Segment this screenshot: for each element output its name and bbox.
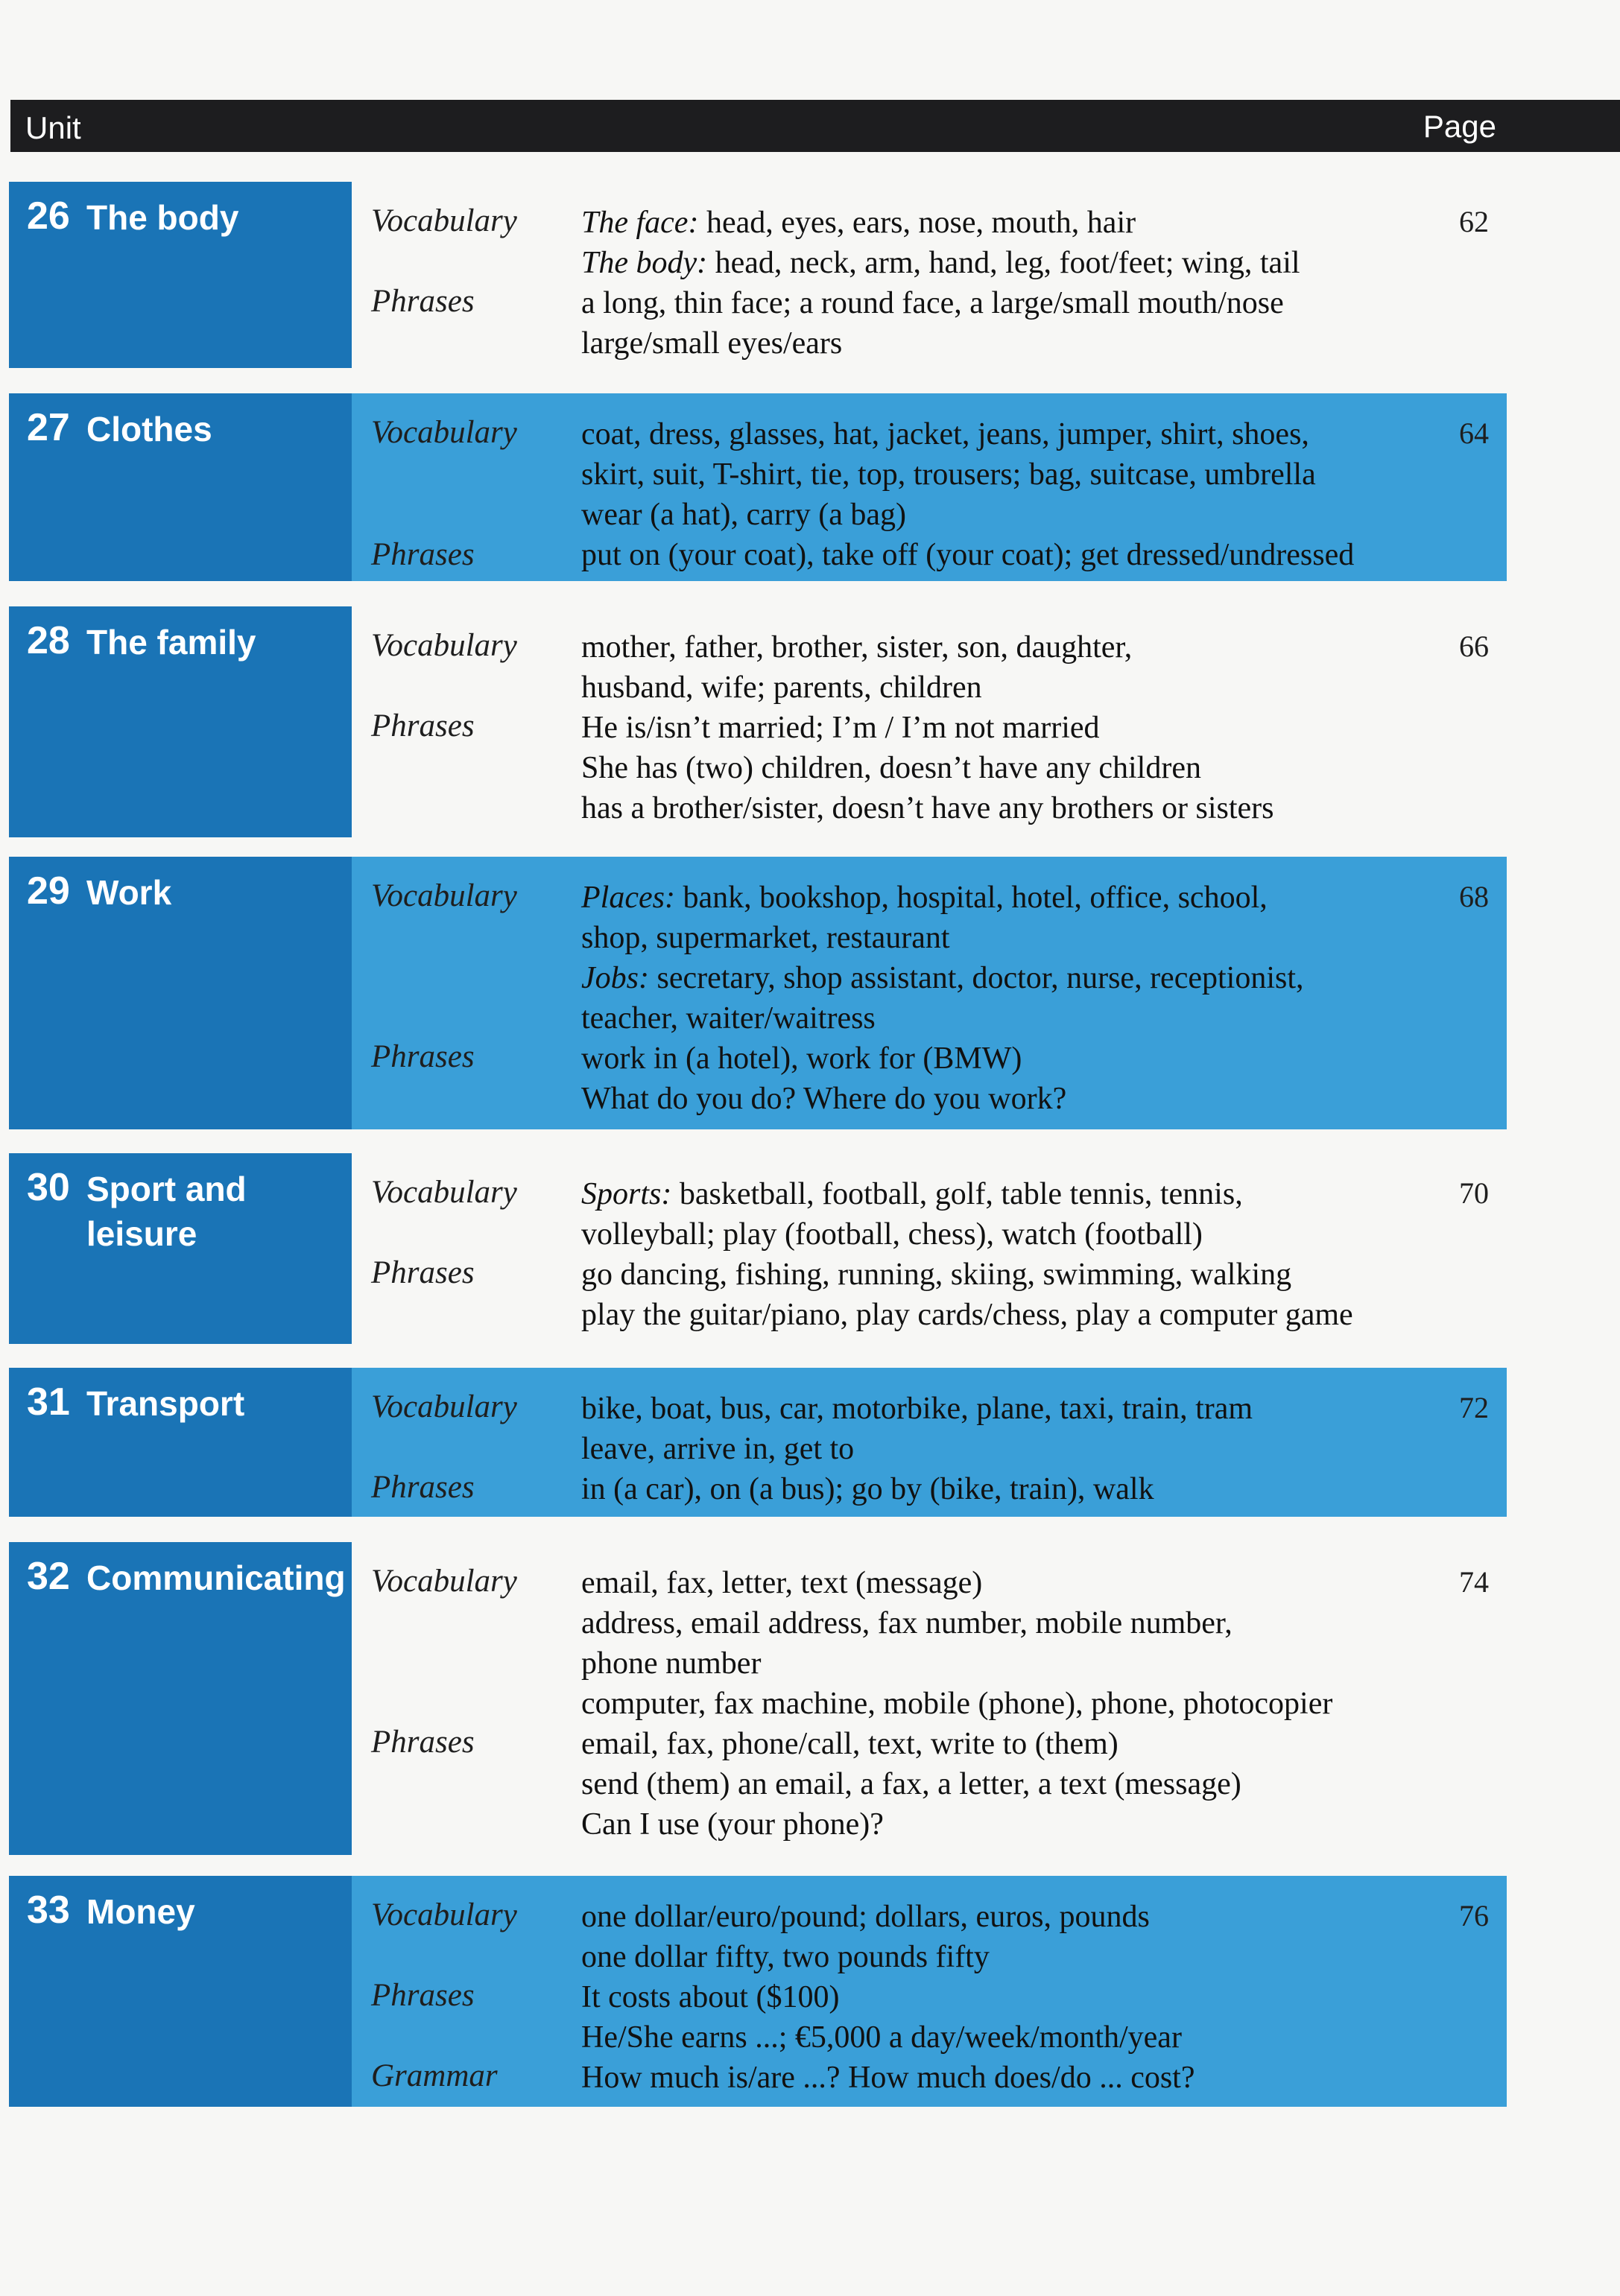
content-line: email, fax, letter, text (message) bbox=[581, 1566, 983, 1600]
category-label: Phrases bbox=[371, 708, 475, 743]
category-label: Vocabulary bbox=[371, 1389, 517, 1424]
category-label: Vocabulary bbox=[371, 878, 517, 913]
content-line: send (them) an email, a fax, a letter, a text (message) bbox=[581, 1767, 1241, 1801]
unit-label bbox=[9, 1368, 352, 1517]
page-number: 76 bbox=[1459, 1899, 1489, 1932]
content-line: Places: bank, bookshop, hospital, hotel, office, school, bbox=[581, 881, 1268, 915]
content-line: How much is/are ...? How much does/do ... cost? bbox=[581, 2061, 1195, 2095]
unit-title: Communicating bbox=[86, 1558, 346, 1597]
unit-row-31 bbox=[0, 1368, 1620, 1517]
content-line: What do you do? Where do you work? bbox=[581, 1082, 1067, 1116]
unit-label bbox=[9, 1153, 352, 1344]
unit-label bbox=[9, 1542, 352, 1855]
content-line: phone number bbox=[581, 1646, 762, 1681]
unit-content bbox=[581, 1389, 1253, 1509]
unit-title: Sport and leisure bbox=[86, 1170, 247, 1253]
unit-label bbox=[9, 1876, 352, 2107]
unit-column-heading: Unit bbox=[25, 110, 81, 145]
content-line: wear (a hat), carry (a bag) bbox=[581, 498, 907, 532]
content-line: a long, thin face; a round face, a large/small mouth/nose bbox=[581, 286, 1284, 320]
unit-title: The family bbox=[86, 623, 256, 662]
unit-number: 29 bbox=[27, 869, 70, 913]
category-label: Grammar bbox=[371, 2058, 498, 2093]
content-line: It costs about ($100) bbox=[581, 1980, 840, 2014]
content-line: mother, father, brother, sister, son, daughter, bbox=[581, 630, 1133, 665]
content-line: has a brother/sister, doesn’t have any brothers or sisters bbox=[581, 791, 1274, 825]
unit-content bbox=[581, 1897, 1195, 2098]
category-label: Vocabulary bbox=[371, 628, 517, 663]
content-line: The body: head, neck, arm, hand, leg, foot/feet; wing, tail bbox=[581, 246, 1300, 280]
unit-label bbox=[9, 393, 352, 581]
content-line: He is/isn’t married; I’m / I’m not married bbox=[581, 711, 1100, 745]
content-line: one dollar fifty, two pounds fifty bbox=[581, 1940, 990, 1974]
content-line: volleyball; play (football, chess), watch (football) bbox=[581, 1217, 1203, 1252]
category-label: Phrases bbox=[371, 537, 475, 572]
category-label: Phrases bbox=[371, 1725, 475, 1760]
unit-content bbox=[581, 203, 1300, 364]
category-label: Phrases bbox=[371, 1978, 475, 2013]
unit-content bbox=[581, 1563, 1332, 1845]
category-label: Phrases bbox=[371, 284, 475, 319]
unit-title: Money bbox=[86, 1892, 195, 1931]
content-line: in (a car), on (a bus); go by (bike, train), walk bbox=[581, 1472, 1154, 1506]
unit-number: 27 bbox=[27, 406, 70, 449]
content-line: Sports: basketball, football, golf, table tennis, tennis, bbox=[581, 1177, 1243, 1211]
page-number: 62 bbox=[1459, 205, 1489, 238]
category-label: Vocabulary bbox=[371, 1897, 517, 1932]
content-line: go dancing, fishing, running, skiing, swimming, walking bbox=[581, 1258, 1292, 1292]
page-number: 70 bbox=[1459, 1176, 1489, 1210]
content-line: one dollar/euro/pound; dollars, euros, pounds bbox=[581, 1900, 1150, 1934]
unit-number: 28 bbox=[27, 619, 70, 662]
content-line: coat, dress, glasses, hat, jacket, jeans, jumper, shirt, shoes, bbox=[581, 417, 1309, 451]
unit-row-29 bbox=[0, 857, 1620, 1129]
unit-content bbox=[581, 1174, 1353, 1335]
content-line: teacher, waiter/waitress bbox=[581, 1001, 876, 1036]
page-column-heading: Page bbox=[1423, 109, 1496, 144]
page-number: 64 bbox=[1459, 416, 1489, 450]
unit-number: 31 bbox=[27, 1380, 70, 1424]
content-line: shop, supermarket, restaurant bbox=[581, 921, 950, 955]
page-number: 68 bbox=[1459, 880, 1489, 913]
page-number: 74 bbox=[1459, 1565, 1489, 1599]
content-line: skirt, suit, T-shirt, tie, top, trousers; bag, suitcase, umbrella bbox=[581, 457, 1316, 492]
content-line: large/small eyes/ears bbox=[581, 326, 843, 361]
unit-label bbox=[9, 182, 352, 368]
content-line: The face: head, eyes, ears, nose, mouth, hair bbox=[581, 206, 1136, 240]
unit-label bbox=[9, 606, 352, 837]
unit-number: 26 bbox=[27, 194, 70, 238]
unit-content bbox=[581, 627, 1273, 828]
category-label: Vocabulary bbox=[371, 203, 517, 238]
unit-label bbox=[9, 857, 352, 1129]
content-line: email, fax, phone/call, text, write to (them) bbox=[581, 1727, 1119, 1761]
category-label: Vocabulary bbox=[371, 415, 517, 450]
unit-row-33 bbox=[0, 1876, 1620, 2107]
content-line: Can I use (your phone)? bbox=[581, 1807, 884, 1842]
page-number: 72 bbox=[1459, 1391, 1489, 1424]
content-line: work in (a hotel), work for (BMW) bbox=[581, 1041, 1022, 1076]
unit-row-28 bbox=[0, 606, 1620, 837]
unit-title: Transport bbox=[86, 1384, 245, 1423]
category-label: Vocabulary bbox=[371, 1564, 517, 1599]
category-label: Phrases bbox=[371, 1255, 475, 1290]
content-line: Jobs: secretary, shop assistant, doctor, nurse, receptionist, bbox=[581, 961, 1304, 995]
content-line: computer, fax machine, mobile (phone), phone, photocopier bbox=[581, 1687, 1333, 1721]
content-line: He/She earns ...; €5,000 a day/week/month/year bbox=[581, 2020, 1182, 2055]
content-line: leave, arrive in, get to bbox=[581, 1432, 855, 1466]
unit-title: The body bbox=[86, 198, 239, 237]
unit-row-30 bbox=[0, 1153, 1620, 1344]
unit-number: 33 bbox=[27, 1889, 70, 1932]
unit-content bbox=[581, 878, 1304, 1119]
unit-number: 32 bbox=[27, 1555, 70, 1598]
content-line: play the guitar/piano, play cards/chess, play a computer game bbox=[581, 1298, 1353, 1332]
content-line: address, email address, fax number, mobile number, bbox=[581, 1606, 1233, 1640]
unit-title: Clothes bbox=[86, 410, 212, 448]
unit-row-27 bbox=[0, 393, 1620, 581]
content-line: She has (two) children, doesn’t have any children bbox=[581, 751, 1201, 785]
category-label: Phrases bbox=[371, 1470, 475, 1505]
table-header bbox=[10, 100, 1620, 152]
category-label: Phrases bbox=[371, 1039, 475, 1074]
category-label: Vocabulary bbox=[371, 1175, 517, 1210]
content-line: husband, wife; parents, children bbox=[581, 670, 982, 705]
unit-content bbox=[581, 414, 1354, 575]
unit-number: 30 bbox=[27, 1166, 70, 1209]
unit-row-32 bbox=[0, 1542, 1620, 1855]
content-line: bike, boat, bus, car, motorbike, plane, taxi, train, tram bbox=[581, 1392, 1253, 1426]
content-line: put on (your coat), take off (your coat); get dressed/undressed bbox=[581, 538, 1355, 572]
page-number: 66 bbox=[1459, 630, 1489, 663]
unit-title: Work bbox=[86, 873, 172, 912]
unit-row-26 bbox=[0, 182, 1620, 368]
